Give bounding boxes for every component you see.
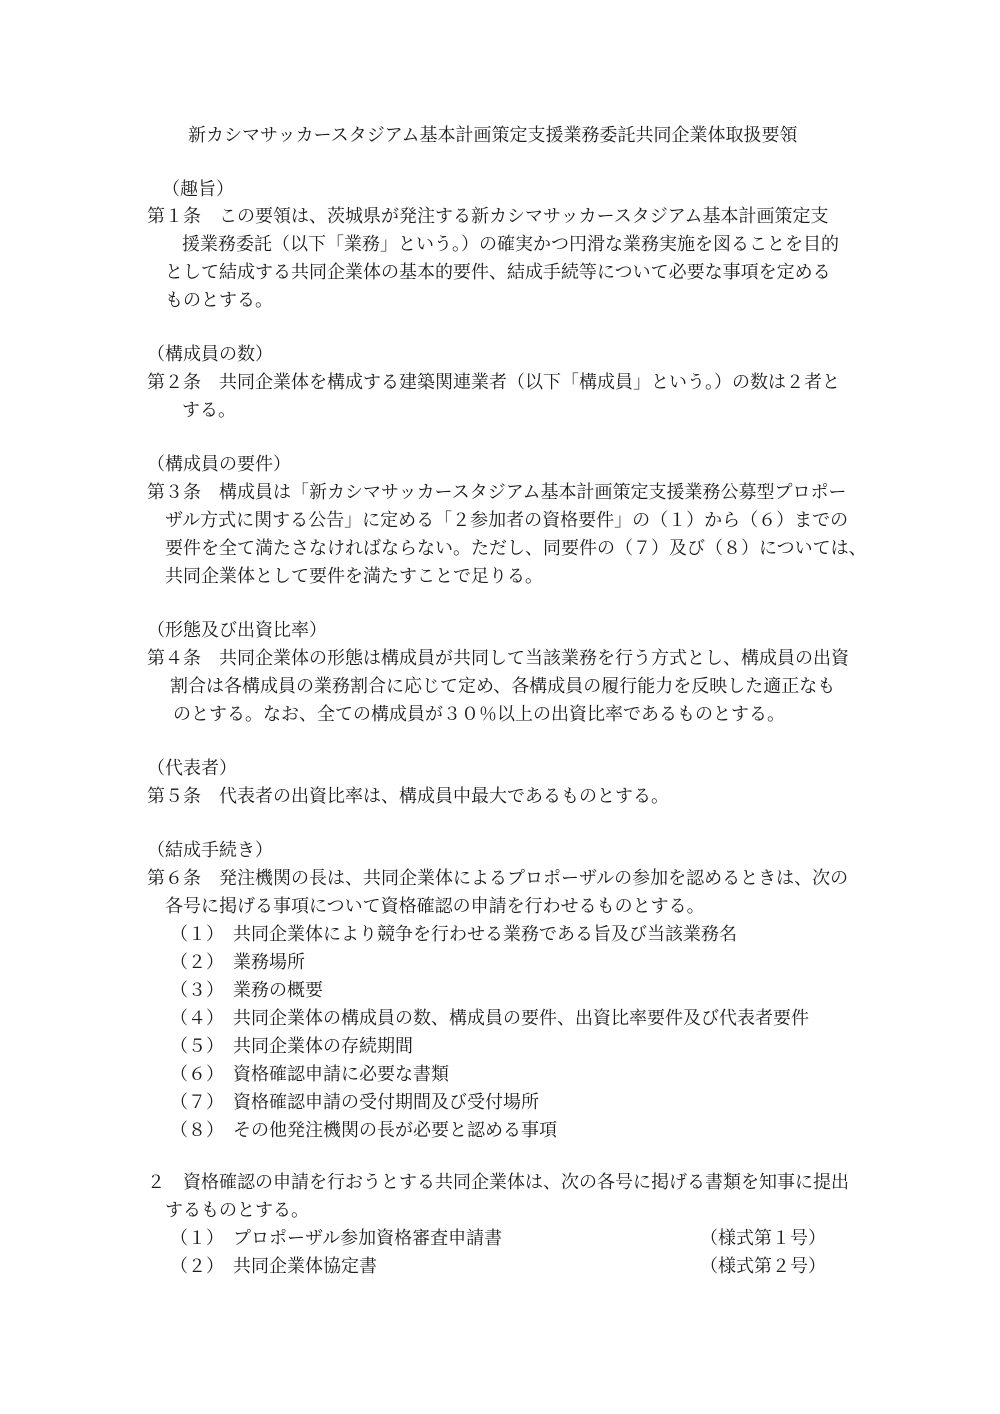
article-3-line: 共同企業体として要件を満たすことで足りる。 <box>165 566 543 587</box>
form-list-item: （１） プロポーザル参加資格審査申請書 <box>170 1228 503 1249</box>
article-2-line: する。 <box>182 400 236 421</box>
article-1-line: ものとする。 <box>165 290 273 311</box>
article-1-line: 第１条 この要領は、茨城県が発注する新カシマサッカースタジアム基本計画策定支 <box>147 206 829 227</box>
article-2-line: 第２条 共同企業体を構成する建築関連業者（以下「構成員」という。）の数は２者と <box>147 372 840 393</box>
article-5-heading: （代表者） <box>147 758 237 779</box>
list-item: （５） 共同企業体の存続期間 <box>170 1036 413 1057</box>
article-5-line: 第５条 代表者の出資比率は、構成員中最大であるものとする。 <box>147 786 669 807</box>
list-item: （４） 共同企業体の構成員の数、構成員の要件、出資比率要件及び代表者要件 <box>170 1008 809 1029</box>
article-3-line: 第３条 構成員は「新カシマサッカースタジアム基本計画策定支援業務公募型プロポー <box>147 482 847 503</box>
list-item: （３） 業務の概要 <box>170 980 323 1001</box>
form-number: （様式第１号） <box>700 1228 826 1249</box>
article-4-line: 割合は各構成員の業務割合に応じて定め、各構成員の履行能力を反映した適正なも <box>170 676 836 697</box>
article-6-line: 各号に掲げる事項について資格確認の申請を行わせるものとする。 <box>165 896 705 917</box>
article-3-line: 要件を全て満たさなければならない。ただし、同要件の（７）及び（８）については、 <box>165 538 867 559</box>
list-item: （６） 資格確認申請に必要な書類 <box>170 1064 449 1085</box>
article-6-line: 第６条 発注機関の長は、共同企業体によるプロポーザルの参加を認めるときは、次の <box>147 868 849 889</box>
article-1-line: として結成する共同企業体の基本的要件、結成手続等について必要な事項を定める <box>165 262 831 283</box>
article-3-line: ザル方式に関する公告」に定める「２参加者の資格要件」の（１）から（６）までの <box>165 510 849 531</box>
list-item: （２） 業務場所 <box>170 952 305 973</box>
paragraph-2-line: するものとする。 <box>165 1200 309 1221</box>
article-4-heading: （形態及び出資比率） <box>147 620 327 641</box>
form-list-item: （２） 共同企業体協定書 <box>170 1256 377 1277</box>
article-1-heading: （趣旨） <box>162 179 234 200</box>
article-2-heading: （構成員の数） <box>147 344 273 365</box>
list-item: （７） 資格確認申請の受付期間及び受付場所 <box>170 1092 539 1113</box>
article-1-line: 援業務委託（以下「業務」という。）の確実かつ円滑な業務実施を図ることを目的 <box>182 234 839 255</box>
document-title: 新カシマサッカースタジアム基本計画策定支援業務委託共同企業体取扱要領 <box>188 125 798 146</box>
article-3-heading: （構成員の要件） <box>147 454 291 475</box>
article-6-heading: （結成手続き） <box>147 840 273 861</box>
form-number: （様式第２号） <box>700 1256 826 1277</box>
article-4-line: 第４条 共同企業体の形態は構成員が共同して当該業務を行う方式とし、構成員の出資 <box>147 648 849 669</box>
article-4-line: のとする。なお、全ての構成員が３０％以上の出資比率であるものとする。 <box>173 704 785 725</box>
list-item: （８） その他発注機関の長が必要と認める事項 <box>170 1120 557 1141</box>
list-item: （１） 共同企業体により競争を行わせる業務である旨及び当該業務名 <box>170 924 737 945</box>
paragraph-2-line: ２ 資格確認の申請を行おうとする共同企業体は、次の各号に掲げる書類を知事に提出 <box>147 1172 849 1193</box>
